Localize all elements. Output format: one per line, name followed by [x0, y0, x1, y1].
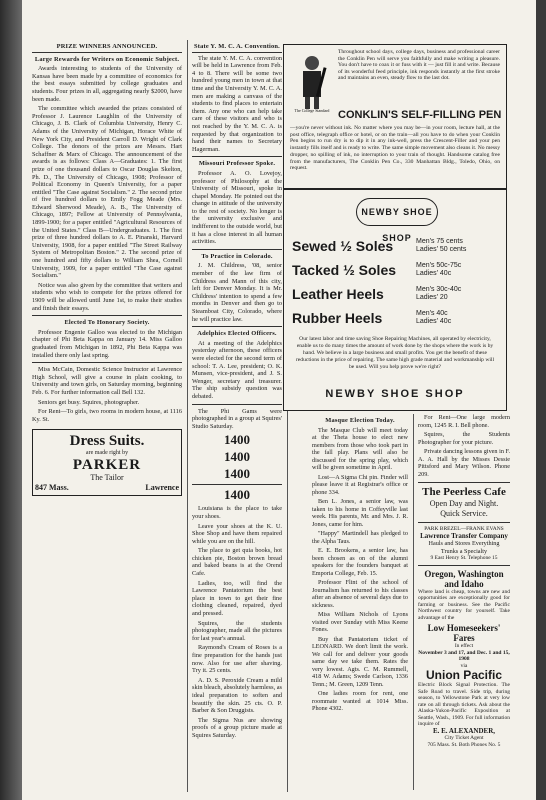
parker-tailor-ad: [32, 429, 182, 496]
louisiana-paragraph: Louisiana is the place to take your shoes.: [192, 505, 282, 520]
via-label: via: [460, 662, 468, 669]
fares-title: Low Homeseekers' Fares: [427, 623, 501, 643]
college-standard-caption: The College Standard: [294, 108, 330, 113]
ben-jones-paragraph: Ben L. Jones, a senior law, was taken to his home in Coffeyville last week. His parents, Mr. and Mrs. J. R. Jones, came for him.: [312, 498, 408, 528]
price-row: [292, 282, 498, 306]
dancing-lessons-paragraph: Private dancing lessons given in F. A. A. Hall by the Misses Dessie Pittsford and Mary Wilson. Phone 209.: [418, 448, 510, 478]
fares-in-effect: In effect: [454, 643, 474, 649]
column-rule-1: [187, 40, 188, 792]
prize-paragraph-1: Awards interesting to students of the University of Kansas have been made by a committee of economics for the best essays submitted by college graduates and students. Four prizes in all, aggregating nearly $2000, have been made.: [32, 65, 182, 103]
price-ladies: Ladies' 20: [416, 294, 448, 301]
oregon-title: Oregon, Washington and Idaho: [424, 568, 504, 589]
parker-role: The Tailor: [90, 473, 124, 483]
price-row: [292, 234, 498, 258]
mccain-paragraph: Miss McCain, Domestic Science Instructor at Lawrence High School, will give a course in plain cooking, to University and town girls, on Saturday morning, beginning Feb. 6. For further information call Bell 132.: [32, 366, 182, 396]
parker-name: PARKER: [72, 457, 142, 474]
peerless-owners: PARK BREZEL—FRANK EVANS: [424, 526, 504, 532]
price-men: Men's 50c-75c: [416, 262, 462, 270]
number-1400-a: 1400: [224, 432, 250, 448]
dress-suits-title: Dress Suits.: [69, 433, 145, 450]
prize-paragraph-3: Notice was also given by the committee that writers and students who wish to compete for the prizes offered for 1909 will be allowed until June 1st, to make their studies and finish their essays.: [32, 281, 182, 312]
column-4: [418, 414, 510, 790]
rent-paragraph: For Rent—To girls, two rooms in modern house, at 1116 Ky. St.: [32, 408, 182, 423]
seniors-paragraph: Seniors get busy. Squires, photographer.: [38, 398, 140, 406]
column-2: [192, 40, 282, 792]
flint-paragraph: Professor Flint of the school of Journalism has returned to his classes after an absence of several days due to sickness.: [312, 579, 408, 609]
dress-made-line: are made right by: [85, 450, 129, 457]
agent-name: E. E. ALEXANDER,: [432, 726, 496, 735]
peerless-cafe-ad: [418, 482, 510, 519]
conklin-body: —you're never without ink. No matter where you may be—in your room, lecture hall, at the post office, telegraph office or hotel, or on the train—all you have to do when your Conklin Pen begins to run dry is to dip it in any ink-well, press the Crescent-Filler and your pen instantly fills itself and is ready to write. The same simple movement also cleans it. No messy dropper, no spilling of ink, no interruption to your train of thought. Handsome catalog free from the manufacturers, The Conklin Pen Co., 330 Manhattan Bldg., Toledo, Ohio, on request.: [290, 125, 500, 172]
peerless-service: Quick Service.: [440, 509, 488, 518]
peerless-hours: Open Day and Night.: [429, 499, 499, 508]
column-3: [312, 414, 408, 790]
price-row: [292, 258, 498, 282]
prize-paragraph-2: The committee which awarded the prizes consisted of Professor J. Laurence Laughlin of the University of Chicago, J. B. Clark of Columbia University, Henry C. Adams of the University of Michigan, Horace White of New York City, and President Carroll D. Wright of Clark College. The donors of the prizes are Messrs. Hart Schaffner & Marx of Chicago. The announcement of the awards is as follows: Class A—Graduates: 1. The first prize of one thousand dollars to Oscar Douglas Skelton, Ph. D., The University of Chicago, 1908; Professor of Political Economy in Queen's University, for a paper entitled "The Case against Socialism." 2. The second prize of five hundred dollars to Emily Fogg Meade (Mrs. Edward Sherwood Meade), A. B., The University of Chicago, 1897; Fellow at University of Pennsylvania, 1899-1900; for a paper entitled "Agricultural Resources of the United States." Class B—Undergraduates. 1. The first prize of three hundred dollars to A. E. Pinanski, Harvard University, 1908, for a paper entitled "The Street Railway System of Metropolitan Boston." 2. The second prize of one hundred and fifty dollars to William Shea, Cornell University, 1909, for a paper entitled "The Case against Socialism.": [32, 105, 182, 280]
peroxide-cream-paragraph: A. D. S. Peroxide Cream a mild skin bleach, absolutely harmless, as ideal preparation to soften and beautify the skin. 25 cts. O. P. Barber & Son Druggists.: [192, 676, 282, 715]
sigma-nus-paragraph: The Sigma Nus are showing proofs of a group picture made at Squires Saturday.: [192, 716, 282, 739]
price-row-title: Rubber Heels: [292, 310, 383, 326]
nichols-paragraph: Miss William Nichols of Lyons visited over Sunday with Miss Keene Fones.: [312, 611, 408, 633]
professor-paragraph: Professor A. O. Lovejoy, professor of Philosophy at the University of Missouri, spoke in chapel Monday. He pointed out the change in attitude of the university to the rest of society. No longer is the university exclusive and indifferent to the outside world, but it has a close interest in all human activities.: [192, 169, 282, 246]
oregon-paragraph: Where land is cheap, towns are new and opportunities are exceptionally good for farming or business. See the Pacific Northwest country for yourself. Take advantage of the: [418, 588, 510, 621]
brookens-paragraph: E. E. Brookens, a senior law, has been chosen as on of the alumni speakers for the founders banquet at Emporia College, Feb. 15.: [312, 547, 408, 577]
newby-logo: NEWBY SHOE SHOP: [356, 198, 438, 226]
union-pacific-paragraph: Electric Block Signal Protection. The Safe Road to travel. Side trip, during season, to Yellowstone Park at very low rate on all through tickets. Ask about the Alaska-Yukon-Pacific Exposition at Seattle, Wash., 1909. For full information inquire of: [418, 682, 510, 727]
price-men: Men's 30c-40c: [416, 286, 462, 294]
conklin-intro: Throughout school days, college days, business and professional career the Conklin Pen will serve you faithfully and make writing a pleasure. You don't have to coax it or fuss with it — just fill it and write. Because of its wonderful feed principle, ink responds instantly at the first stroke and maintains an even, steady flow to the last dot.: [338, 49, 500, 81]
newby-description: Our latest labor and time saving Shoe Repairing Machines, all operated by electricity, enable us to do many times the amount of work done by the shops where the work is by hand. We believe in a large business and small profits. You get the benefit of these reductions in the price of repairing. The same high grade material and workmanship will be used. Will you help prove we're right?: [295, 336, 495, 370]
society-headline: Elected To Honorary Society.: [64, 319, 150, 327]
union-pacific-title: Union Pacific: [425, 668, 502, 682]
price-row: [292, 306, 498, 330]
professor-headline: Missouri Professor Spoke.: [198, 160, 276, 168]
practice-paragraph: J. M. Childress, '08, senior member of the law firm of Childress and Mann of this city, left for Denver Monday. It is Mr. Childress' intention to spend a few months in Denver and then go to Steamboat City, Colorado, where he will practice law.: [192, 262, 282, 323]
repair-price-table: [292, 234, 498, 330]
agent-title: City Ticket Agent: [444, 735, 484, 741]
price-ladies: Ladies' 40c: [416, 270, 452, 277]
conklin-pen-ad: [283, 44, 507, 189]
price-ladies: Ladies' 50 cents: [416, 246, 467, 253]
lost-pin-paragraph: Lost—A Sigma Chi pin. Finder will please leave it at Registrar's office or phone 334.: [312, 473, 408, 496]
price-men: Men's 40c: [416, 310, 448, 318]
ymca-paragraph: The state Y. M. C. A. convention will be held in Lawrence from Feb. 4 to 8. There will be some two hundred young men in town at that time and the University Y. M. C. A. men are making a canvass of the students to find places to entertain them. Any one who can help take care of these visitors and who is not reached by the Y. M. C. A. is requested by that organization to hand their names to Secretary Hagerman.: [192, 54, 282, 153]
price-row-title: Tacked ½ Soles: [292, 262, 397, 278]
transfer-address: 9 East Henry St. Telephone 15: [430, 555, 498, 561]
prize-headline: PRIZE WINNERS ANNOUNCED.: [32, 43, 182, 53]
transfer-title: Lawrence Transfer Company: [420, 531, 508, 540]
number-1400-d: 1400: [224, 487, 250, 503]
ladies-room-paragraph: One ladies room for rent, one roommate wanted at 1014 Miss. Phone 4302.: [312, 690, 408, 712]
adelphics-paragraph: At a meeting of the Adelphics yesterday afternoon, these officers were elected for the second term of school: T. A. Lee, president; O. K. Munsen, vice-president, and J. S. Wenger, secretary and treasurer. The ship subsidy question was debated.: [192, 339, 282, 400]
masque-paragraph: The Masque Club will meet today at the Theta house to elect new members from those who took part in the fall play. Plans will also be discussed for the spring play, which will be given sometime in April.: [312, 426, 408, 471]
price-ladies: Ladies' 40c: [416, 318, 452, 325]
fares-dates: November 3 and 17, and Dec. 1 and 15, 1908: [418, 649, 510, 662]
binding-edge: [0, 0, 22, 800]
ymca-headline: State Y. M. C. A. Convention.: [192, 43, 282, 53]
squires-photographer-paragraph: Squires, the Students Photographer for your picture.: [418, 431, 510, 446]
squires-annual-paragraph: Squires, the students photographer, made all the pictures for last year's annual.: [192, 619, 282, 642]
pantatorium-paragraph: Ladies, too, will find the Lawrence Pantatorium the best place in town to get their fine clothing cleaned, repaired, dyed and pressed.: [192, 579, 282, 618]
parker-city: Lawrence: [145, 483, 179, 493]
conklin-brand: CONKLIN'S SELF-FILLING PEN: [338, 109, 502, 121]
adelphics-headline: Adelphics Elected Officers.: [197, 330, 277, 338]
orend-cafe-paragraph: The place to get quia books, hot chicken pie, Boston brown bread and baked beans is at the Orend Cafe.: [192, 547, 282, 578]
cream-of-roses-paragraph: Raymond's Cream of Roses is a fine preparation for the hands just now. Also for use after shaving. Try it. 25 cents.: [192, 644, 282, 675]
union-pacific-ad: [418, 569, 510, 749]
transfer-line-2: Trunks a Specialty: [440, 547, 488, 555]
newby-shop-name: NEWBY SHOE SHOP: [325, 388, 465, 400]
student-with-pen-illustration: [290, 51, 334, 113]
column-1: [32, 40, 182, 792]
leonard-ticket-paragraph: Buy that Pantatorium ticket of LEONARD. We don't limit the work. We call for and deliver your goods same day we take them. Rates the very lowest. Agts. C. M. Rummell, 418 W. Adams; Swede Carlson, 1336 Tenn.; M. Green, 1209 Tenn.: [312, 635, 408, 688]
practice-headline: To Practice in Colorado.: [201, 252, 273, 260]
shoe-shop-paragraph: Leave your shoes at the K. U. Shoe Shop and have them repaired while you are on the hill.: [192, 522, 282, 545]
column-rule-3: [413, 414, 414, 790]
masque-headline: Masque Election Today.: [325, 417, 395, 424]
prize-subhead: Large Rewards for Writers on Economic Subject.: [34, 55, 180, 63]
column-rule-2: [287, 410, 288, 792]
transfer-line-1: Hauls and Stores Everything: [428, 540, 500, 547]
society-paragraph: Professor Engenie Galloo was elected to the Michigan chapter of Phi Beta Kappa on January 14. Miss Galloo graduated from Michigan in 1892, Phi Beta Kappa was installed there only last spring.: [32, 328, 182, 359]
newby-shoe-shop-ad: [283, 189, 507, 411]
price-men: Men's 75 cents: [416, 238, 463, 246]
martindell-paragraph: "Happy" Martindell has pledged to the Alpha Taus.: [312, 530, 408, 545]
agent-address: 705 Mass. St. Both Phones No. 5: [427, 741, 501, 748]
peerless-title: The Peerless Cafe: [422, 486, 506, 498]
number-1400-b: 1400: [224, 449, 250, 465]
price-row-title: Sewed ½ Soles: [292, 238, 394, 254]
modern-room-paragraph: For Rent—One large modern room, 1245 R. I. Bell phone.: [418, 414, 510, 429]
parker-address: 847 Mass.: [35, 483, 69, 493]
number-1400-c: 1400: [224, 466, 250, 482]
phi-gams-paragraph: The Phi Gams were photographed in a group at Squires' Studio Saturday.: [192, 407, 282, 430]
price-row-title: Leather Heels: [292, 286, 384, 302]
